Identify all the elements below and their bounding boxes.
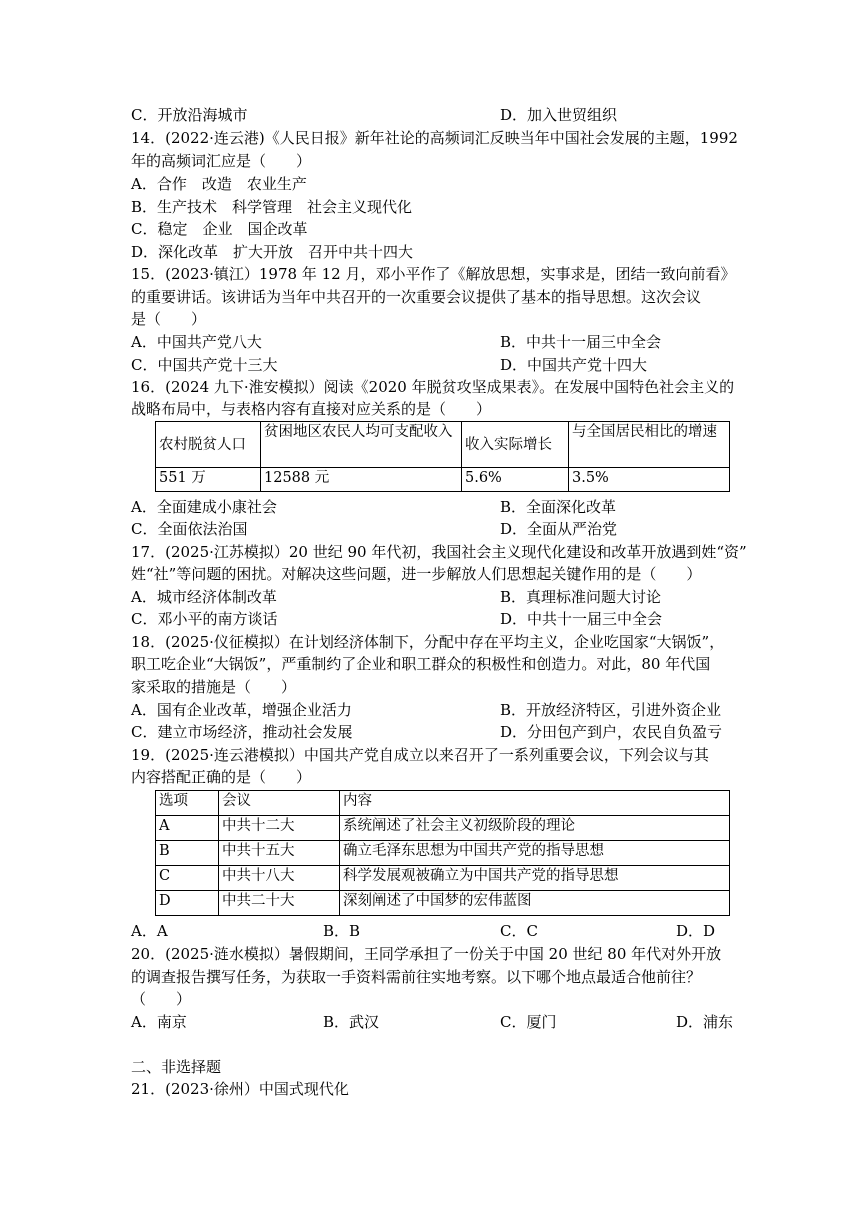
question-17-stem: 姓“社”等问题的困扰。对解决这些问题，进一步解放人们思想起关键作用的是（ ） xyxy=(131,565,702,583)
q16-option-b: B．全面深化改革 xyxy=(500,498,617,516)
question-21-stem: 21．(2023·徐州）中国式现代化 xyxy=(131,1080,349,1098)
table-cell: 科学发展观被确立为中国共产党的指导思想 xyxy=(340,866,730,891)
q19-option-d: D．D xyxy=(676,922,716,940)
table-header-cell: 会议 xyxy=(219,791,340,816)
table-header-cell: 贫困地区农民人均可支配收入 xyxy=(261,422,462,468)
q20-option-a: A．南京 xyxy=(131,1013,187,1031)
q20-option-b: B．武汉 xyxy=(323,1013,380,1031)
table-cell: 551 万 xyxy=(156,468,261,492)
question-20-stem: （ ） xyxy=(131,990,192,1008)
question-18-stem: 职工吃企业“大锅饭”，严重制约了企业和职工群众的积极性和创造力。对此，80 年代国 xyxy=(131,655,711,673)
q19-option-c: C．C xyxy=(500,922,538,940)
table-cell: 12588 元 xyxy=(261,468,462,492)
table-cell: A xyxy=(156,816,219,841)
question-14-stem: 14．(2022·连云港)《人民日报》新年社论的高频词汇反映当年中国社会发展的主题，1992 xyxy=(131,129,738,147)
q14-option-a: A．合作 改造 农业生产 xyxy=(131,175,307,193)
q15-option-b: B．中共十一届三中全会 xyxy=(500,333,662,351)
q17-option-b: B．真理标准问题大讨论 xyxy=(500,588,662,606)
question-19-stem: 19．(2025·连云港模拟）中国共产党自成立以来召开了一系列重要会议，下列会议与其 xyxy=(131,746,709,764)
q20-option-c: C．厦门 xyxy=(500,1013,557,1031)
q18-option-c: C．建立市场经济，推动社会发展 xyxy=(131,723,353,741)
question-20-stem: 20．(2025·涟水模拟）暑假期间，王同学承担了一份关于中国 20 世纪 80 年代对外开放 xyxy=(131,945,722,963)
q15-option-c: C．中国共产党十三大 xyxy=(131,356,278,374)
table-cell: 中共十五大 xyxy=(219,841,340,866)
meeting-match-table xyxy=(155,790,730,916)
q14-option-b: B．生产技术 科学管理 社会主义现代化 xyxy=(131,198,413,216)
q19-option-a: A．A xyxy=(131,922,168,940)
option-c: C．开放沿海城市 xyxy=(131,106,248,124)
question-15-stem: 15．(2023·镇江）1978 年 12 月，邓小平作了《解放思想，实事求是，团结一致向前看》 xyxy=(131,265,736,283)
q15-option-a: A．中国共产党八大 xyxy=(131,333,262,351)
table-header-cell: 选项 xyxy=(156,791,219,816)
table-cell: B xyxy=(156,841,219,866)
question-16-stem: 战略布局中，与表格内容有直接对应关系的是（ ） xyxy=(131,400,492,418)
table-cell: 深刻阐述了中国梦的宏伟蓝图 xyxy=(340,891,730,916)
table-cell: 3.5% xyxy=(569,468,730,492)
section-heading: 二、非选择题 xyxy=(131,1058,222,1076)
poverty-results-table xyxy=(155,421,730,492)
table-header-cell: 内容 xyxy=(340,791,730,816)
option-d: D．加入世贸组织 xyxy=(500,106,618,124)
question-15-stem: 是（ ） xyxy=(131,310,207,328)
q17-option-c: C．邓小平的南方谈话 xyxy=(131,610,278,628)
q17-option-d: D．中共十一届三中全会 xyxy=(500,610,663,628)
q18-option-a: A．国有企业改革，增强企业活力 xyxy=(131,701,352,719)
question-18-stem: 18．(2025·仪征模拟）在计划经济体制下，分配中存在平均主义，企业吃国家“大锅饭”， xyxy=(131,633,725,651)
question-16-stem: 16．(2024 九下·淮安模拟）阅读《2020 年脱贫攻坚成果表》。在发展中国特色社会主义的 xyxy=(131,378,735,396)
q14-option-d: D．深化改革 扩大开放 召开中共十四大 xyxy=(131,243,414,261)
table-cell: 系统阐述了社会主义初级阶段的理论 xyxy=(340,816,730,841)
table-cell: D xyxy=(156,891,219,916)
table-cell: C xyxy=(156,866,219,891)
q16-option-a: A．全面建成小康社会 xyxy=(131,498,277,516)
q15-option-d: D．中国共产党十四大 xyxy=(500,356,648,374)
q18-option-b: B．开放经济特区，引进外资企业 xyxy=(500,701,722,719)
table-cell: 5.6% xyxy=(462,468,569,492)
q16-option-d: D．全面从严治党 xyxy=(500,520,618,538)
table-cell: 确立毛泽东思想为中国共产党的指导思想 xyxy=(340,841,730,866)
q18-option-d: D．分田包产到户，农民自负盈亏 xyxy=(500,723,723,741)
table-header-cell: 与全国居民相比的增速 xyxy=(569,422,730,468)
question-19-stem: 内容搭配正确的是（ ） xyxy=(131,768,312,786)
question-20-stem: 的调查报告撰写任务，为获取一手资料需前往实地考察。以下哪个地点最适合他前往？ xyxy=(131,968,702,986)
table-header-cell: 收入实际增长 xyxy=(462,422,569,468)
table-cell: 中共十二大 xyxy=(219,816,340,841)
q14-option-c: C．稳定 企业 国企改革 xyxy=(131,220,308,238)
table-cell: 中共十八大 xyxy=(219,866,340,891)
question-18-stem: 家采取的措施是（ ） xyxy=(131,678,297,696)
q16-option-c: C．全面依法治国 xyxy=(131,520,248,538)
q20-option-d: D．浦东 xyxy=(676,1013,734,1031)
question-15-stem: 的重要讲话。该讲话为当年中共召开的一次重要会议提供了基本的指导思想。这次会议 xyxy=(131,288,702,306)
q19-option-b: B．B xyxy=(323,922,361,940)
table-header-cell: 农村脱贫人口 xyxy=(156,422,261,468)
question-17-stem: 17．(2025·江苏模拟）20 世纪 90 年代初，我国社会主义现代化建设和改革开放遇到姓“资” xyxy=(131,543,747,561)
table-cell: 中共二十大 xyxy=(219,891,340,916)
question-14-stem: 年的高频词汇应是（ ） xyxy=(131,152,312,170)
q17-option-a: A．城市经济体制改革 xyxy=(131,588,277,606)
